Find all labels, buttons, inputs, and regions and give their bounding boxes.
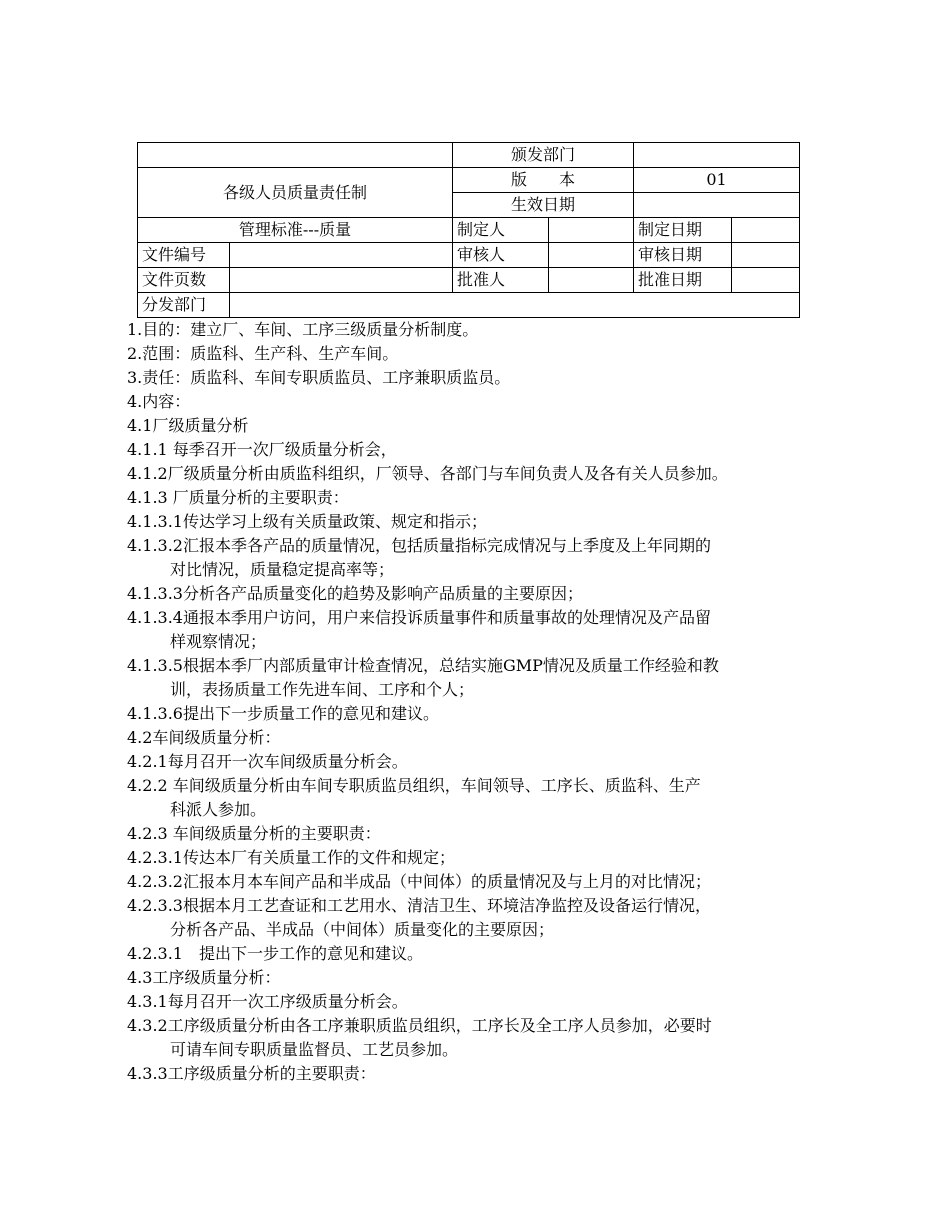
body-line: 4.内容：	[127, 392, 191, 411]
document-body	[127, 318, 827, 1086]
body-line: 4.3.3工序级质量分析的主要职责：	[127, 1064, 376, 1083]
review-date-label: 审核日期	[634, 243, 732, 268]
reviewer-value	[549, 243, 634, 268]
document-header-table	[137, 142, 800, 318]
body-line: 4.1.3.3分析各产品质量变化的趋势及影响产品质量的主要原因；	[127, 584, 583, 603]
body-line: 4.2.3.1传达本厂有关质量工作的文件和规定；	[127, 848, 455, 867]
file-no-value	[230, 243, 453, 268]
body-line: 4.1厂级质量分析	[127, 416, 249, 435]
body-line: 4.3工序级质量分析：	[127, 968, 281, 987]
document-category: 管理标准---质量	[138, 218, 453, 243]
body-line: 2.范围：质监科、生产科、生产车间。	[127, 344, 399, 363]
approver-value	[549, 268, 634, 293]
approver-label: 批准人	[453, 268, 549, 293]
body-line: 4.1.3.4通报本季用户访问，用户来信投诉质量事件和质量事故的处理情况及产品留	[127, 608, 711, 627]
drafter-label: 制定人	[453, 218, 549, 243]
distribution-label: 分发部门	[138, 293, 230, 318]
body-line: 4.1.3.2汇报本季各产品的质量情况，包括质量指标完成情况与上季度及上年同期的	[127, 536, 711, 555]
body-line: 4.3.1每月召开一次工序级质量分析会。	[127, 992, 408, 1011]
approve-date-label: 批准日期	[634, 268, 732, 293]
reviewer-label: 审核人	[453, 243, 549, 268]
body-line: 4.1.3 厂质量分析的主要职责：	[127, 488, 349, 507]
body-line: 4.1.3.6提出下一步质量工作的意见和建议。	[127, 704, 439, 723]
body-line: 4.3.2工序级质量分析由各工序兼职质监员组织，工序长及全工序人员参加，必要时	[127, 1016, 712, 1035]
file-no-label: 文件编号	[138, 243, 230, 268]
body-line: 4.2.3.2汇报本月本车间产品和半成品（中间体）的质量情况及与上月的对比情况；	[127, 872, 711, 891]
body-line: 分析各产品、半成品（中间体）质量变化的主要原因；	[170, 920, 555, 939]
body-line: 4.1.3.1传达学习上级有关质量政策、规定和指示；	[127, 512, 487, 531]
body-line: 4.2.3 车间级质量分析的主要职责：	[127, 824, 381, 843]
body-line: 可请车间专职质量监督员、工艺员参加。	[170, 1040, 459, 1059]
effective-date-value	[634, 193, 800, 218]
file-pages-label: 文件页数	[138, 268, 230, 293]
body-line: 4.2.1每月召开一次车间级质量分析会。	[127, 752, 408, 771]
body-line: 4.2车间级质量分析：	[127, 728, 281, 747]
draft-date-label: 制定日期	[634, 218, 732, 243]
drafter-value	[549, 218, 634, 243]
header-blank-cell	[138, 143, 453, 168]
issuing-dept-value	[634, 143, 800, 168]
distribution-value	[230, 293, 800, 318]
body-line: 4.1.1 每季召开一次厂级质量分析会，	[127, 440, 397, 459]
body-line: 对比情况，质量稳定提高率等；	[170, 560, 395, 579]
version-label: 版 本	[453, 168, 634, 193]
body-line: 4.2.3.1 提出下一步工作的意见和建议。	[127, 944, 423, 963]
body-line: 3.责任：质监科、车间专职质监员、工序兼职质监员。	[127, 368, 511, 387]
body-line: 训，表扬质量工作先进车间、工序和个人；	[170, 680, 475, 699]
body-line: 4.2.3.3根据本月工艺查证和工艺用水、清洁卫生、环境洁净监控及设备运行情况，	[127, 896, 711, 915]
body-line: 科派人参加。	[170, 800, 267, 819]
body-line: 1.目的：建立厂、车间、工序三级质量分析制度。	[127, 320, 479, 339]
document-title: 各级人员质量责任制	[138, 168, 453, 218]
file-pages-value	[230, 268, 453, 293]
body-line: 4.1.2厂级质量分析由质监科组织，厂领导、各部门与车间负责人及各有关人员参加。	[127, 464, 728, 483]
draft-date-value	[732, 218, 800, 243]
approve-date-value	[732, 268, 800, 293]
review-date-value	[732, 243, 800, 268]
effective-date-label: 生效日期	[453, 193, 634, 218]
version-value: 01	[634, 168, 800, 193]
body-line: 4.2.2 车间级质量分析由车间专职质监员组织，车间领导、工序长、质监科、生产	[127, 776, 701, 795]
body-line: 样观察情况；	[170, 632, 267, 651]
issuing-dept-label: 颁发部门	[453, 143, 634, 168]
body-line: 4.1.3.5根据本季厂内部质量审计检查情况，总结实施GMP情况及质量工作经验和教	[127, 656, 719, 675]
